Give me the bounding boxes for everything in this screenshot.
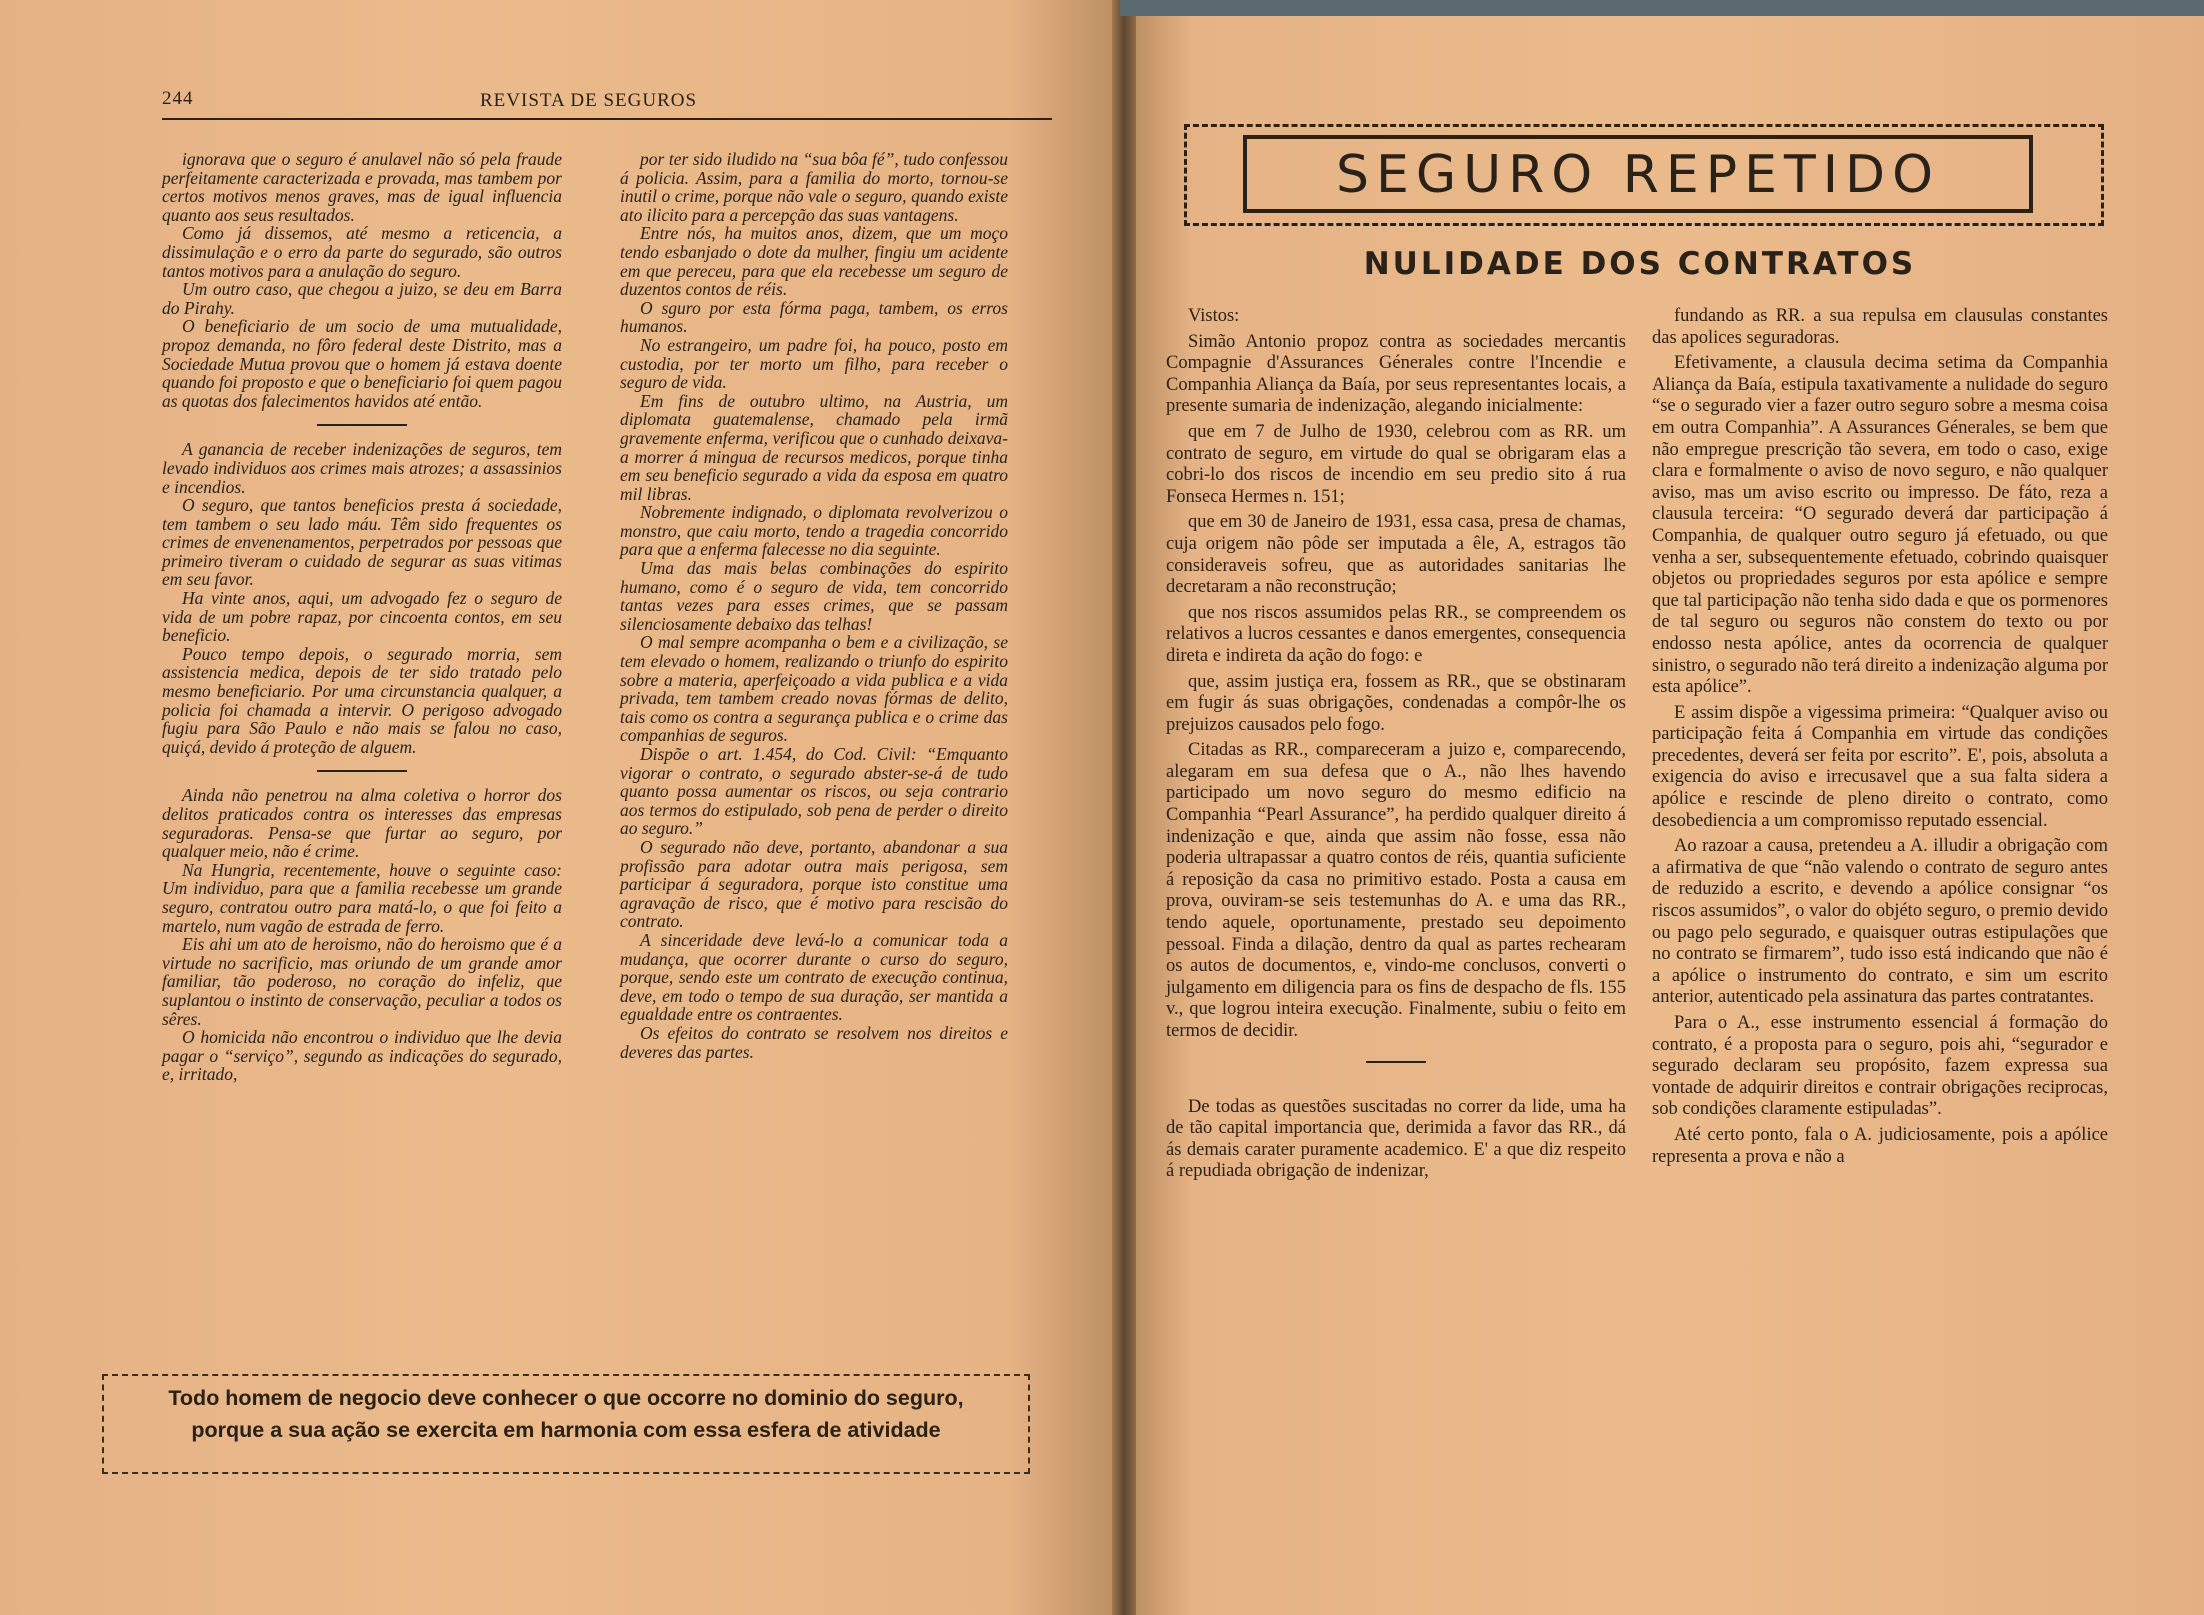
paragraph: Vistos: (1188, 306, 1240, 326)
section-divider (1366, 1061, 1426, 1063)
paragraph: Como já dissemos, até mesmo a reticencia, a dissimulação e o erro da parte do segurado, são outros tantos motivos para a anulação do seguro. (162, 223, 562, 281)
paragraph: fundando as RR. a sua repulsa em clausulas constantes das apolices seguradoras. (1652, 306, 2108, 348)
paragraph: Ha vinte anos, aqui, um advogado fez o seguro de vida de um pobre rapaz, por cincoenta contos, em seu beneficio. (162, 588, 562, 646)
page-number: 244 (162, 88, 194, 109)
paragraph: Para o A., esse instrumento essencial á formação do contrato, é a proposta para o seguro, pois ahi, “segurador e segurado declaram seu propósito, fazem expressa sua vontade de adquirir direitos e contrair obrigações reciprocas, sob condições claramente estipuladas”. (1652, 1013, 2108, 1120)
paragraph: Nobremente indignado, o diplomata revolverizou o monstro, que caiu morto, tendo a tragedia concorrido para que a enferma falecesse no dia seguinte. (620, 502, 1008, 560)
left-column-1 (162, 150, 562, 1084)
paragraph: Entre nós, ha muitos anos, dizem, que um moço tendo esbanjado o dote da mulher, fingiu um acidente em que pereceu, para que ela recebesse um seguro de duzentos contos de réis. (620, 223, 1008, 300)
right-column-1 (1166, 306, 1626, 1187)
notice-line-1: Todo homem de negocio deve conhecer o que occorre no dominio do seguro, (168, 1386, 964, 1410)
paragraph: O beneficiario de um socio de uma mutualidade, propoz demanda, no fôro federal deste Distrito, mas a Sociedade Mutua provou que o homem já estava doente quando foi proposto e que o beneficiario foi quem pagou as quotas dos falecimentos havidos até então. (162, 316, 562, 411)
paragraph: Um outro caso, que chegou a juizo, se deu em Barra do Pirahy. (162, 279, 562, 318)
notice-box (102, 1374, 1030, 1474)
right-column-2 (1652, 306, 2108, 1172)
paragraph: E assim dispõe a vigessima primeira: “Qualquer aviso ou participação feita á Companhia em virtude das condições precedentes, deverá ser feita por escrito”. E', pois, absoluta a exigencia do aviso e irrecusavel que a sua falta sidera a apólice e rescinde de pleno direito o contrato, como desobediencia a um compromisso reputado essencial. (1652, 702, 2108, 831)
paragraph: Até certo ponto, fala o A. judiciosamente, pois a apólice representa a prova e não a (1652, 1124, 2108, 1167)
paragraph: que em 30 de Janeiro de 1931, essa casa, presa de chamas, cuja origem não pôde ser imputada a êle, A, estragos tão consideraveis sofreu, que as autoridades sanitarias lhe decretaram a não reconstrução; (1166, 512, 1626, 598)
paragraph: Pouco tempo depois, o segurado morria, sem assistencia medica, depois de ter sido tratado pelo mesmo beneficiario. Por uma circunstancia qualquer, a policia foi chamada a intervir. O perigoso advogado fugiu para São Paulo e não mais se falou no caso, quiçá, devido á proteção de alguem. (162, 643, 562, 757)
paragraph: Ao razoar a causa, pretendeu a A. illudir a obrigação com a afirmativa de que “não valendo o contrato de seguro antes de reduzido a escrito, e devendo a apólice consignar “os riscos assumidos”, o valor do objéto seguro, o premio devido ou pago pelo segurado, e quaisquer outras estipulações que no contrato se firmarem”, tudo isso está indicando que não é a apólice o instrumento do contrato, e sim um escrito anterior, autenticado pela assinatura das partes contratantes. (1652, 836, 2108, 1008)
paragraph: que, assim justiça era, fossem as RR., que se obstinaram em fugir ás suas obrigações, condenadas a compôr-lhe os prejuizos causados pelo fogo. (1166, 671, 1626, 735)
article-subtitle: NULIDADE DOS CONTRATOS (1363, 246, 1917, 282)
paragraph: que nos riscos assumidos pelas RR., se compreendem os relativos a lucros cessantes e danos emergentes, consequencia direta e indireta da ação do fogo: e (1166, 602, 1626, 666)
section-divider (317, 424, 407, 426)
paragraph: No estrangeiro, um padre foi, ha pouco, posto em custodia, por ter morto um filho, para receber o seguro de vida. (620, 334, 1008, 393)
paragraph: Uma das mais belas combinações do espirito humano, como é o seguro de vida, tem concorrido tantas vezes para esses crimes, que se passam silenciosamente debaixo das telhas! (620, 558, 1008, 634)
paragraph: De todas as questões suscitadas no correr da lide, uma ha de tão capital importancia que, derimida a favor das RR., dá ás demais carater puramente academico. E' a que diz respeito á repudiada obrigação de indenizar, (1166, 1096, 1626, 1182)
left-column-2 (620, 150, 1008, 1061)
running-head (162, 88, 1052, 120)
paragraph: Eis ahi um ato de heroismo, não do heroismo que é a virtude no sacrificio, mas oriundo de um grande amor familiar, tão poderoso, no coração do infeliz, que suplantou o instinto de conservação, peculiar a todos os sêres. (162, 934, 562, 1029)
title-banner (1184, 124, 2104, 226)
paragraph: O sguro por esta fórma paga, tambem, os erros humanos. (620, 297, 1008, 337)
paragraph: Ainda não penetrou na alma coletiva o horror dos delitos praticados contra os interesses das empresas seguradoras. Pensa-se que furtar ao seguro, por qualquer meio, não é crime. (162, 785, 562, 862)
paragraph: que em 7 de Julho de 1930, celebrou com as RR. um contrato de seguro, em virtude do qual se obrigaram elas a cobri-lo dos riscos de incendio em seu predio sito á rua Fonseca Hermes n. 151; (1166, 421, 1626, 507)
paragraph: O mal sempre acompanha o bem e a civilização, se tem elevado o homem, realizando o triunfo do espirito sobre a materia, aperfeiçoado a vida publica e a vida privada, tem tambem creado novas fórmas de delito, tais como os contra a segurança publica e o crime das companhias de seguros. (620, 632, 1008, 746)
paragraph: Dispõe o art. 1.454, do Cod. Civil: “Emquanto vigorar o contrato, o segurado abster-se-á de tudo quanto possa aumentar os riscos, ou seja contrario aos termos do estipulado, sob pena de perder o direito ao seguro.” (620, 744, 1008, 839)
paragraph: ignorava que o seguro é anulavel não só pela fraude perfeitamente caracterizada e provada, mas tambem por certos motivos menos graves, mas de igual influencia quanto aos seus resultados. (162, 149, 562, 225)
paragraph: Simão Antonio propoz contra as sociedades mercantis Compagnie d'Assurances Génerales contre l'Incendie e Companhia Aliança da Baía, por seus representantes locais, a presente sumaria de indenização, alegando inicialmente: (1166, 331, 1626, 417)
paragraph: Efetivamente, a clausula decima setima da Companhia Aliança da Baía, estipula taxativamente a nulidade do seguro “se o segurado vier a fazer outro seguro sobre a mesma coisa em outra Companhia”. A Assurances Génerales, se bem que não empregue prescrição tão severa, em todo o caso, exige clara e formalmente o aviso de novo seguro, e não qualquer aviso, mas um aviso escrito ou impresso. De fáto, reza a clausula terceira: “O segurado deverá dar participação á Companhia, de qualquer outro seguro já efetuado, ou que venha a ser, subsequentemente efetuado, cobrindo quaisquer objetos ou propriedades seguros por esta apólice e sempre que tal participação não tenha sido dada e que os pormenores de tal seguro ou seguros não constem do texto ou por endosso nesta apólice, antes da ocorrencia de qualquer sinistro, o segurado não terá direito a indenização alguma por esta apólice”. (1652, 353, 2108, 698)
paragraph: Na Hungria, recentemente, houve o seguinte caso: Um individuo, para que a familia recebesse um grande seguro, contratou outro para matá-lo, o que foi feito a martelo, num vagão de estrada de ferro. (162, 859, 562, 936)
book-gutter (1112, 0, 1136, 1615)
section-divider (317, 770, 407, 772)
paragraph: O homicida não encontrou o individuo que lhe devia pagar o “serviço”, segundo as indicações do segurado, e, irritado, (162, 1027, 562, 1085)
paragraph: A sinceridade deve levá-lo a comunicar toda a mudança, que ocorrer durante o curso do seguro, porque, sendo este um contrato de execução continua, deve, em todo o tempo de sua duração, ser mantida a egualdade entre os contraentes. (620, 929, 1008, 1025)
paragraph: O segurado não deve, portanto, abandonar a sua profissão para adotar outra mais perigosa, sem participar á seguradora, porque isto constitue uma agravação de risco, que é motivo para rescisão do contrato. (620, 836, 1008, 932)
paragraph: por ter sido iludido na “sua bôa fé”, tudo confessou á policia. Assim, para a familia do morto, tornou-se inutil o crime, porque não vale o seguro, quando existe ato ilicito para a percepção das suas vantagens. (620, 149, 1008, 225)
article-title: SEGURO REPETIDO (1243, 135, 2033, 213)
paragraph: Os efeitos do contrato se resolvem nos direitos e deveres das partes. (620, 1022, 1008, 1062)
running-title: REVISTA DE SEGUROS (480, 90, 698, 111)
paragraph: Em fins de outubro ultimo, na Austria, um diplomata guatemalense, chamado pela irmã gravemente enferma, verificou que o cunhado deixava-a morrer á mingua de recursos medicos, porque tinha em seu beneficio segurado a vida da esposa em quatro mil libras. (620, 390, 1008, 504)
notice-line-2: porque a sua ação se exercita em harmonia com essa esfera de atividade (191, 1418, 941, 1442)
paragraph: O seguro, que tantos beneficios presta á sociedade, tem tambem o seu lado máu. Têm sido frequentes os crimes de envenenamentos, perpetrados por pessoas que primeiro tiveram o cuidado de segurar as suas vitimas em seu favor. (162, 495, 562, 590)
paragraph: Citadas as RR., compareceram a juizo e, comparecendo, alegaram em sua defesa que o A., não lhes havendo participado um novo seguro do mesmo edificio na Companhia “Pearl Assurance”, ha perdido qualquer direito á indenização e que, ainda que assim não fosse, essa não poderia ultrapassar a quatro contos de réis, quantia suficiente á reposição da casa no primitivo estado. Posta a causa em prova, ouviram-se seis testemunhas do A. e uma das RR., tendo aquele, oportunamente, prestado seu depoimento pessoal. Finda a dilação, dentro da qual as partes rechearam os autos de documentos, e, vindo-me conclusos, converti o julgamento em diligencia para os fins de despacho de fls. 155 v., que logrou inteira execução. Finalmente, subiu o feito em termos de decidir. (1166, 740, 1626, 1041)
paragraph: A ganancia de receber indenizações de seguros, tem levado individuos aos crimes mais atrozes; a assassinios e incendios. (162, 439, 562, 497)
book-edge (1120, 0, 2204, 16)
